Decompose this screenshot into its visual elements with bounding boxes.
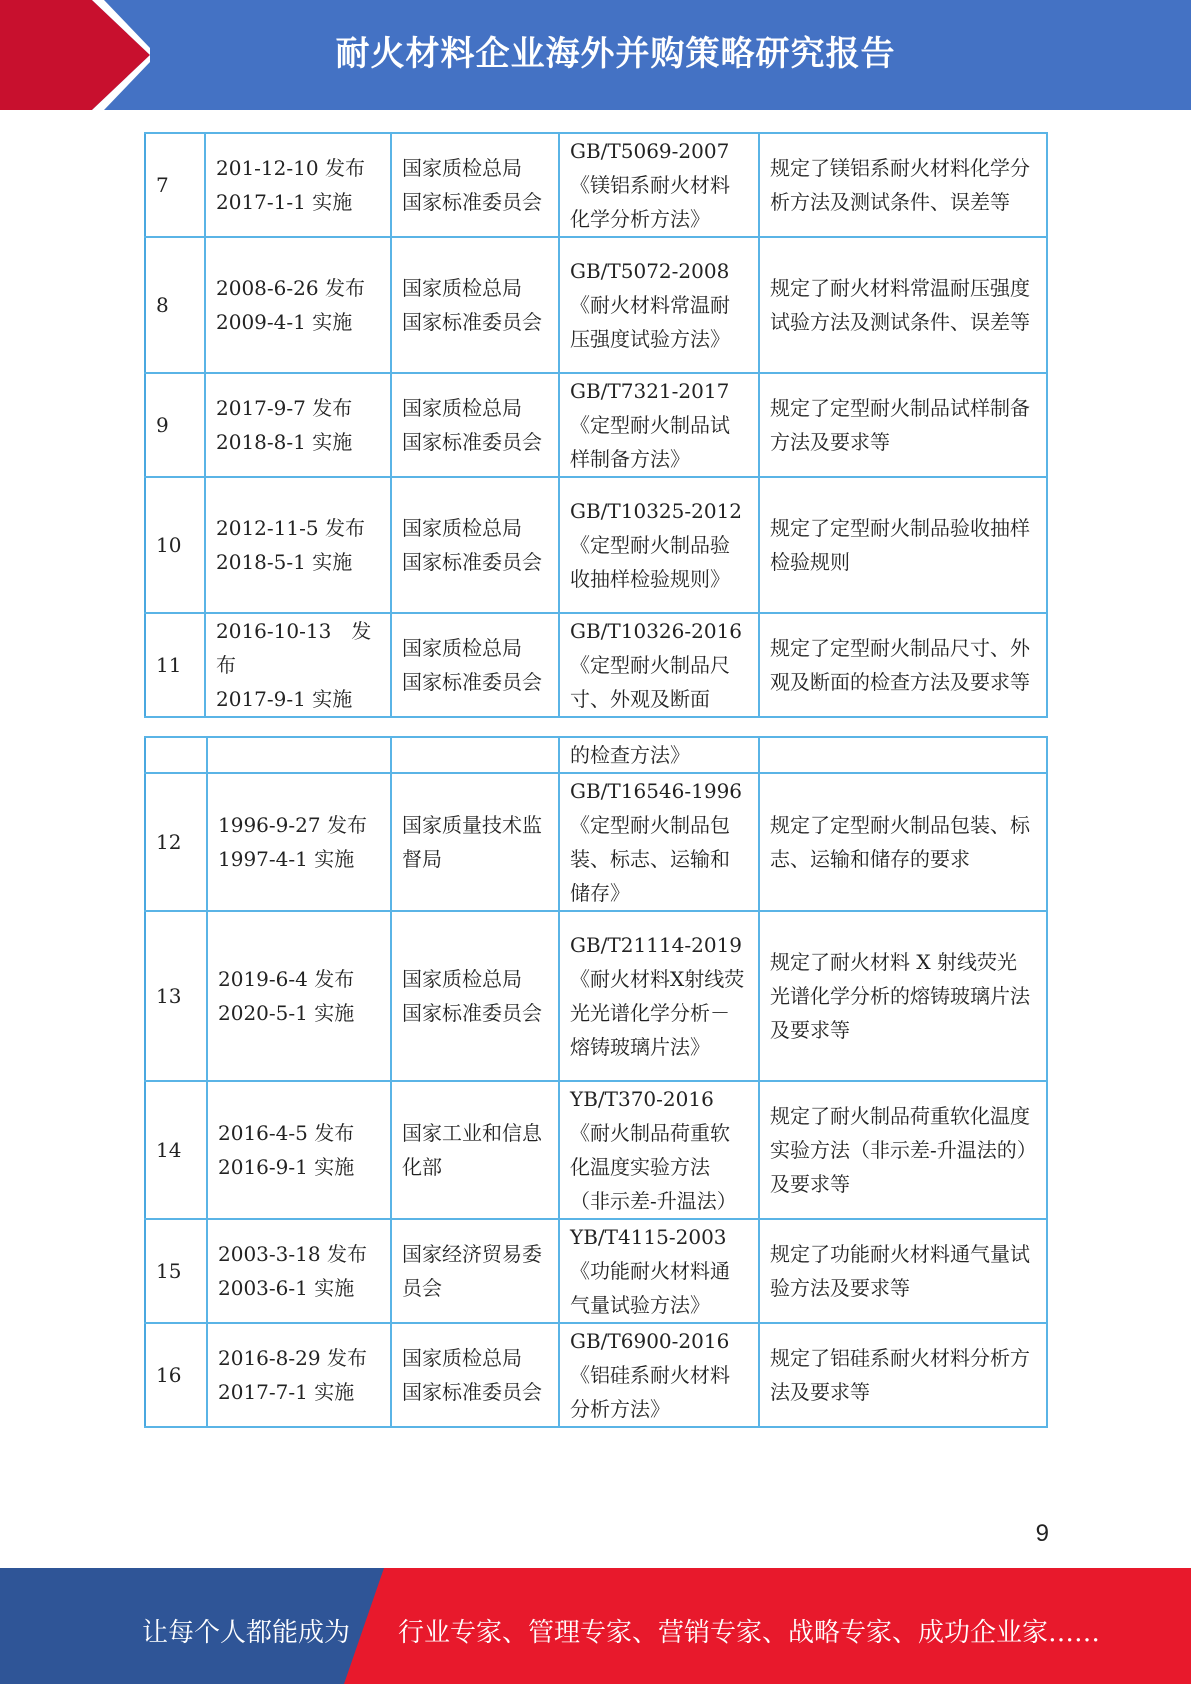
row-number: 7 xyxy=(145,133,205,237)
standard-cell: GB/T10326-2016 《定型耐火制品尺寸、外观及断面 xyxy=(559,613,759,717)
table-row xyxy=(145,613,1047,717)
row-number: 11 xyxy=(145,613,205,717)
row-number xyxy=(145,737,207,773)
issuer-cell: 国家质检总局 国家标准委员会 xyxy=(391,133,559,237)
table-row xyxy=(145,911,1047,1081)
table-row xyxy=(145,133,1047,237)
row-number: 13 xyxy=(145,911,207,1081)
table-row xyxy=(145,237,1047,373)
description-cell: 规定了定型耐火制品验收抽样检验规则 xyxy=(759,477,1047,613)
standard-cell: GB/T16546-1996 《定型耐火制品包装、标志、运输和储存》 xyxy=(559,773,759,911)
row-number: 8 xyxy=(145,237,205,373)
table-row xyxy=(145,737,1047,773)
dates-cell: 2017-9-7 发布 2018-8-1 实施 xyxy=(205,373,391,477)
description-cell: 规定了耐火制品荷重软化温度实验方法（非示差-升温法的）及要求等 xyxy=(759,1081,1047,1219)
description-cell: 规定了功能耐火材料通气量试验方法及要求等 xyxy=(759,1219,1047,1323)
standard-cell: GB/T21114-2019 《耐火材料X射线荧光光谱化学分析－熔铸玻璃片法》 xyxy=(559,911,759,1081)
issuer-cell: 国家质检总局 国家标准委员会 xyxy=(391,613,559,717)
page-number: 9 xyxy=(1035,1520,1049,1547)
issuer-cell: 国家质检总局 国家标准委员会 xyxy=(391,477,559,613)
table-row xyxy=(145,477,1047,613)
issuer-cell: 国家质检总局 国家标准委员会 xyxy=(391,911,559,1081)
row-number: 12 xyxy=(145,773,207,911)
description-cell: 规定了铝硅系耐火材料分析方法及要求等 xyxy=(759,1323,1047,1427)
standard-cell: GB/T7321-2017 《定型耐火制品试样制备方法》 xyxy=(559,373,759,477)
footer-slogan-left: 让每个人都能成为 xyxy=(142,1618,351,1648)
dates-cell: 2016-10-13 发布 2017-9-1 实施 xyxy=(205,613,391,717)
dates-cell: 1996-9-27 发布 1997-4-1 实施 xyxy=(207,773,391,911)
table-row xyxy=(145,773,1047,911)
issuer-cell: 国家工业和信息化部 xyxy=(391,1081,559,1219)
row-number: 14 xyxy=(145,1081,207,1219)
report-title: 耐火材料企业海外并购策略研究报告 xyxy=(335,34,896,74)
page-header xyxy=(0,0,1191,110)
dates-cell: 2003-3-18 发布 2003-6-1 实施 xyxy=(207,1219,391,1323)
dates-cell: 2016-8-29 发布 2017-7-1 实施 xyxy=(207,1323,391,1427)
standard-cell: GB/T6900-2016 《铝硅系耐火材料分析方法》 xyxy=(559,1323,759,1427)
standard-cell: GB/T10325-2012 《定型耐火制品验收抽样检验规则》 xyxy=(559,477,759,613)
standard-cell: YB/T4115-2003 《功能耐火材料通气量试验方法》 xyxy=(559,1219,759,1323)
issuer-cell: 国家质检总局 国家标准委员会 xyxy=(391,237,559,373)
dates-cell: 201-12-10 发布 2017-1-1 实施 xyxy=(205,133,391,237)
page-footer xyxy=(0,1568,1191,1684)
row-number: 16 xyxy=(145,1323,207,1427)
dates-cell: 2008-6-26 发布 2009-4-1 实施 xyxy=(205,237,391,373)
standards-table-part2 xyxy=(144,736,1048,1428)
description-cell: 规定了定型耐火制品试样制备方法及要求等 xyxy=(759,373,1047,477)
issuer-cell: 国家质量技术监督局 xyxy=(391,773,559,911)
standard-cell: 的检查方法》 xyxy=(559,737,759,773)
row-number: 15 xyxy=(145,1219,207,1323)
dates-cell xyxy=(207,737,391,773)
description-cell xyxy=(759,737,1047,773)
issuer-cell: 国家质检总局 国家标准委员会 xyxy=(391,1323,559,1427)
table-row xyxy=(145,1219,1047,1323)
chevron-logo-icon xyxy=(0,0,150,110)
dates-cell: 2019-6-4 发布 2020-5-1 实施 xyxy=(207,911,391,1081)
issuer-cell xyxy=(391,737,559,773)
dates-cell: 2016-4-5 发布 2016-9-1 实施 xyxy=(207,1081,391,1219)
standards-table-part1 xyxy=(144,132,1048,718)
description-cell: 规定了镁铝系耐火材料化学分析方法及测试条件、误差等 xyxy=(759,133,1047,237)
description-cell: 规定了耐火材料 X 射线荧光光谱化学分析的熔铸玻璃片法及要求等 xyxy=(759,911,1047,1081)
row-number: 10 xyxy=(145,477,205,613)
standard-cell: GB/T5072-2008 《耐火材料常温耐压强度试验方法》 xyxy=(559,237,759,373)
description-cell: 规定了耐火材料常温耐压强度试验方法及测试条件、误差等 xyxy=(759,237,1047,373)
row-number: 9 xyxy=(145,373,205,477)
table-row xyxy=(145,1323,1047,1427)
table-row xyxy=(145,373,1047,477)
dates-cell: 2012-11-5 发布 2018-5-1 实施 xyxy=(205,477,391,613)
standard-cell: GB/T5069-2007 《镁铝系耐火材料化学分析方法》 xyxy=(559,133,759,237)
standard-cell: YB/T370-2016《耐火制品荷重软化温度实验方法（非示差-升温法） xyxy=(559,1081,759,1219)
footer-slogan-right: 行业专家、管理专家、营销专家、战略专家、成功企业家…… xyxy=(398,1618,1101,1648)
description-cell: 规定了定型耐火制品包装、标志、运输和储存的要求 xyxy=(759,773,1047,911)
description-cell: 规定了定型耐火制品尺寸、外观及断面的检查方法及要求等 xyxy=(759,613,1047,717)
issuer-cell: 国家质检总局 国家标准委员会 xyxy=(391,373,559,477)
issuer-cell: 国家经济贸易委员会 xyxy=(391,1219,559,1323)
table-row xyxy=(145,1081,1047,1219)
